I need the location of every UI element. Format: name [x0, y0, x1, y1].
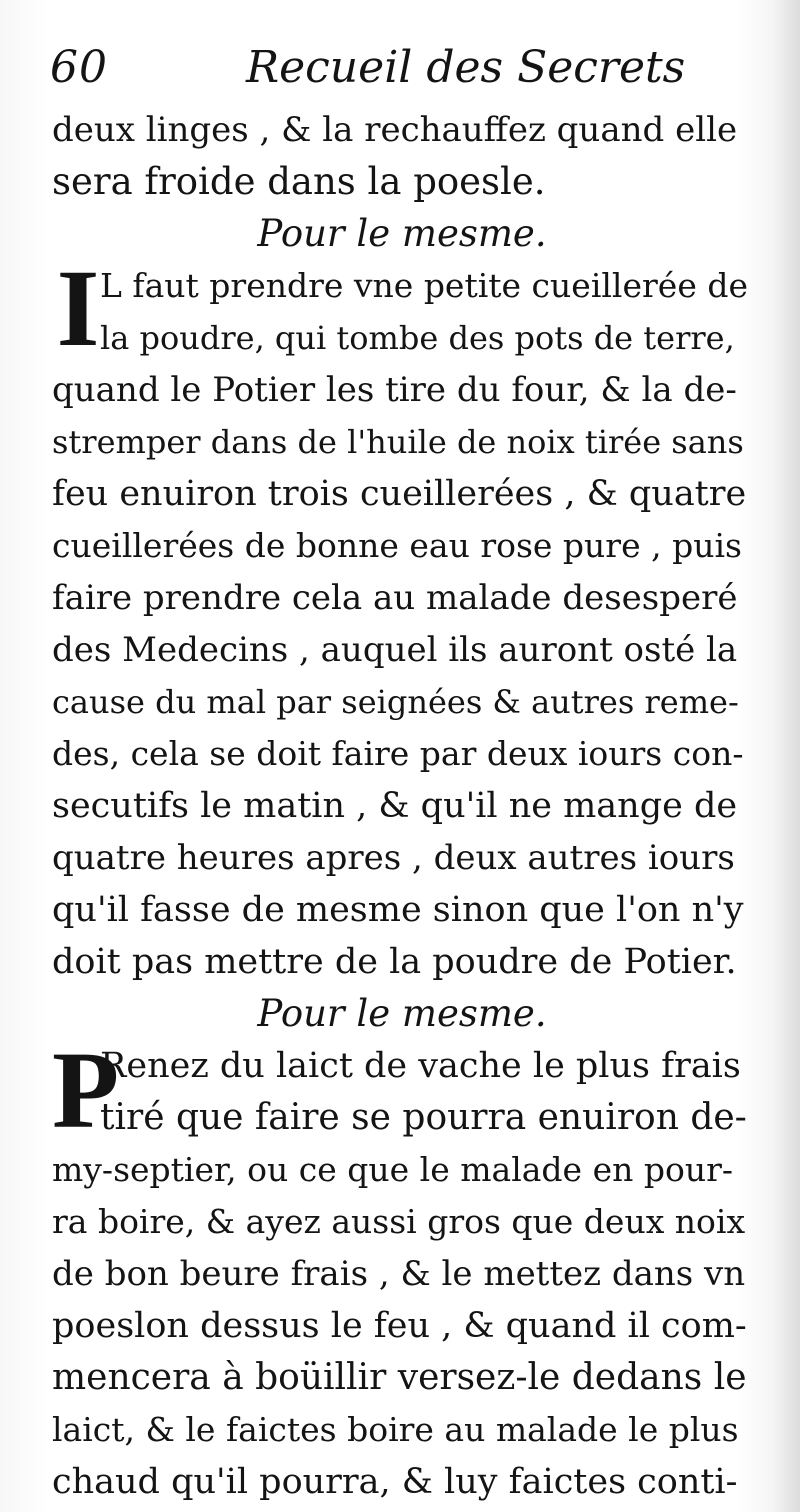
text-line: cueillerées de bonne eau rose pure , puis	[52, 526, 742, 565]
text-line: poeslon dessus le feu , & quand il com-	[52, 1306, 747, 1346]
text-line: deux linges , & la rechauffez quand elle	[52, 110, 738, 150]
text-line: des Medecins , auquel ils auront osté la	[52, 630, 738, 670]
text-line: quatre heures apres , deux autres iours	[52, 838, 735, 878]
section-heading: Pour le mesme.	[257, 212, 547, 255]
text-line: sera froide dans la poesle.	[52, 160, 546, 203]
text-line: my-septier, ou ce que le malade en pour-	[52, 1150, 734, 1189]
text-line: L faut prendre vne petite cueillerée de	[100, 266, 748, 305]
running-title: Recueil des Secrets	[246, 42, 686, 93]
text-line: secutifs le matin , & qu'il ne mange de	[52, 786, 738, 826]
text-line: faire prendre cela au malade desesperé	[52, 578, 738, 618]
text-line: doit pas mettre de la poudre de Potier.	[52, 942, 737, 982]
text-line: la poudre, qui tombe des pots de terre,	[100, 319, 735, 357]
page-gutter-shadow	[772, 0, 800, 1512]
text-line: stremper dans de l'huile de noix tirée sans	[52, 423, 744, 461]
text-line: Renez du laict de vache le plus frais	[100, 1046, 741, 1086]
text-line: chaud qu'il pourra, & luy faictes conti-	[52, 1462, 738, 1502]
text-line: laict, & le faictes boire au malade le plus	[52, 1410, 739, 1449]
page-number: 60	[50, 42, 108, 93]
text-line: des, cela se doit faire par deux iours con-	[52, 734, 744, 773]
text-line: cause du mal par seignées & autres reme-	[52, 683, 739, 721]
running-head	[50, 38, 750, 98]
text-line: ra boire, & ayez aussi gros que deux noix	[52, 1202, 746, 1241]
text-line: mencera à boüillir versez-le dedans le	[52, 1357, 747, 1398]
text-line: tiré que faire se pourra enuiron de-	[100, 1097, 747, 1138]
text-line: quand le Potier les tire du four, & la de-	[52, 370, 737, 410]
drop-capital: P	[52, 1029, 120, 1151]
text-line: qu'il fasse de mesme sinon que l'on n'y	[52, 890, 744, 930]
drop-capital: I	[56, 247, 100, 369]
text-line: de bon beure frais , & le mettez dans vn	[52, 1254, 746, 1294]
text-line: feu enuiron trois cueillerées , & quatre	[52, 474, 747, 514]
section-heading: Pour le mesme.	[257, 992, 547, 1035]
